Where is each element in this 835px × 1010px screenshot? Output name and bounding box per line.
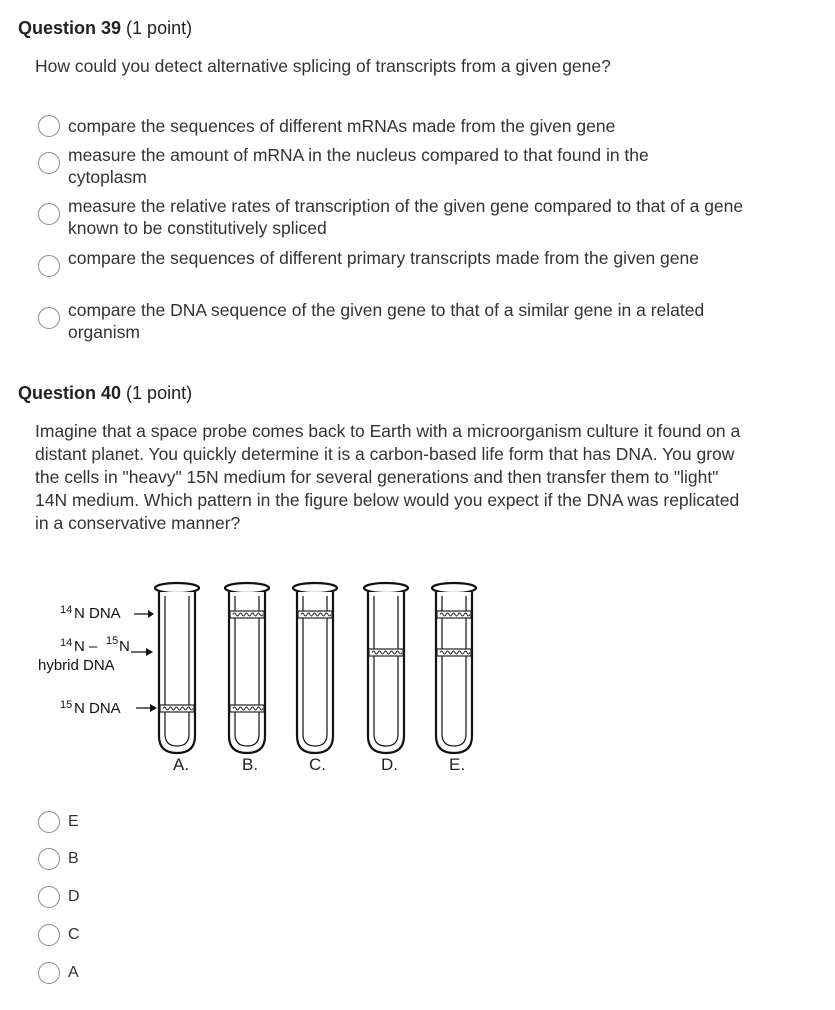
option-label[interactable]: D [68,888,80,905]
question-40-title [18,383,192,404]
svg-text:N DNA: N DNA [74,605,121,622]
q39-option-1[interactable] [38,115,778,137]
question-points: (1 point) [126,18,193,38]
question-number: Question 40 [18,383,122,403]
question-40-prompt: Imagine that a space probe comes back to Earth with a microorganism culture it found on a distant planet. You quickly determine it is a carbon-based life form that has DNA. You grow the cells in "heavy" 15N medium for several generations and then transfer them to "light" 14N medium. Which pattern in the figure below would you expect if the DNA was replicated in a conservative manner? [35,421,741,533]
q39-option-3[interactable] [38,195,778,239]
label-hybrid-dna [38,635,153,674]
question-39-title [18,18,192,39]
q40-option-5[interactable] [38,962,778,984]
radio-button[interactable] [38,848,60,870]
radio-button[interactable] [38,962,60,984]
q40-option-2[interactable] [38,848,778,870]
option-label[interactable]: measure the relative rates of transcription of the given gene compared to that of a gene known to be constitutively spliced [68,196,744,238]
q39-option-2[interactable] [38,144,778,188]
q39-option-5[interactable] [38,299,778,343]
question-points: (1 point) [126,383,193,403]
tube-label-c: C. [309,755,326,774]
svg-text:14: 14 [60,637,73,649]
svg-text:14: 14 [60,604,73,616]
q40-option-1[interactable] [38,811,778,833]
tube-label-e: E. [449,755,466,774]
radio-button[interactable] [38,115,60,137]
option-label[interactable]: measure the amount of mRNA in the nucleus compared to that found in the cytoplasm [68,145,649,187]
radio-button[interactable] [38,811,60,833]
option-label[interactable]: B [68,850,79,867]
option-label[interactable]: C [68,926,80,943]
question-number: Question 39 [18,18,122,38]
tube-e [432,583,476,753]
radio-button[interactable] [38,203,60,225]
tube-label-d: D. [381,755,398,774]
tube-c [293,583,337,753]
radio-button[interactable] [38,924,60,946]
svg-text:15: 15 [106,635,119,647]
radio-button[interactable] [38,307,60,329]
svg-text:N –: N – [74,638,98,655]
q40-option-4[interactable] [38,924,778,946]
q39-option-4[interactable] [38,247,778,277]
radio-button[interactable] [38,152,60,174]
radio-button[interactable] [38,886,60,908]
option-label[interactable]: A [68,964,79,981]
q40-option-3[interactable] [38,886,778,908]
svg-text:15: 15 [60,699,73,711]
tube-d [364,583,408,753]
tube-b [225,583,269,753]
svg-text:hybrid DNA: hybrid DNA [38,657,115,674]
density-gradient-figure [0,570,835,800]
radio-button[interactable] [38,255,60,277]
tube-label-b: B. [242,755,259,774]
tube-a [155,583,199,753]
option-label[interactable]: compare the sequences of different primary transcripts made from the given gene [68,248,699,268]
option-label[interactable]: compare the DNA sequence of the given gene to that of a similar gene in a related organism [68,300,705,342]
tube-label-a: A. [173,755,190,774]
question-39-prompt: How could you detect alternative splicing of transcripts from a given gene? [35,56,611,76]
svg-text:N DNA: N DNA [74,700,121,717]
label-15n-dna [60,699,157,717]
svg-text:N: N [119,638,130,655]
option-label[interactable]: E [68,813,79,830]
label-14n-dna [60,604,154,622]
option-label[interactable]: compare the sequences of different mRNAs made from the given gene [68,116,616,136]
